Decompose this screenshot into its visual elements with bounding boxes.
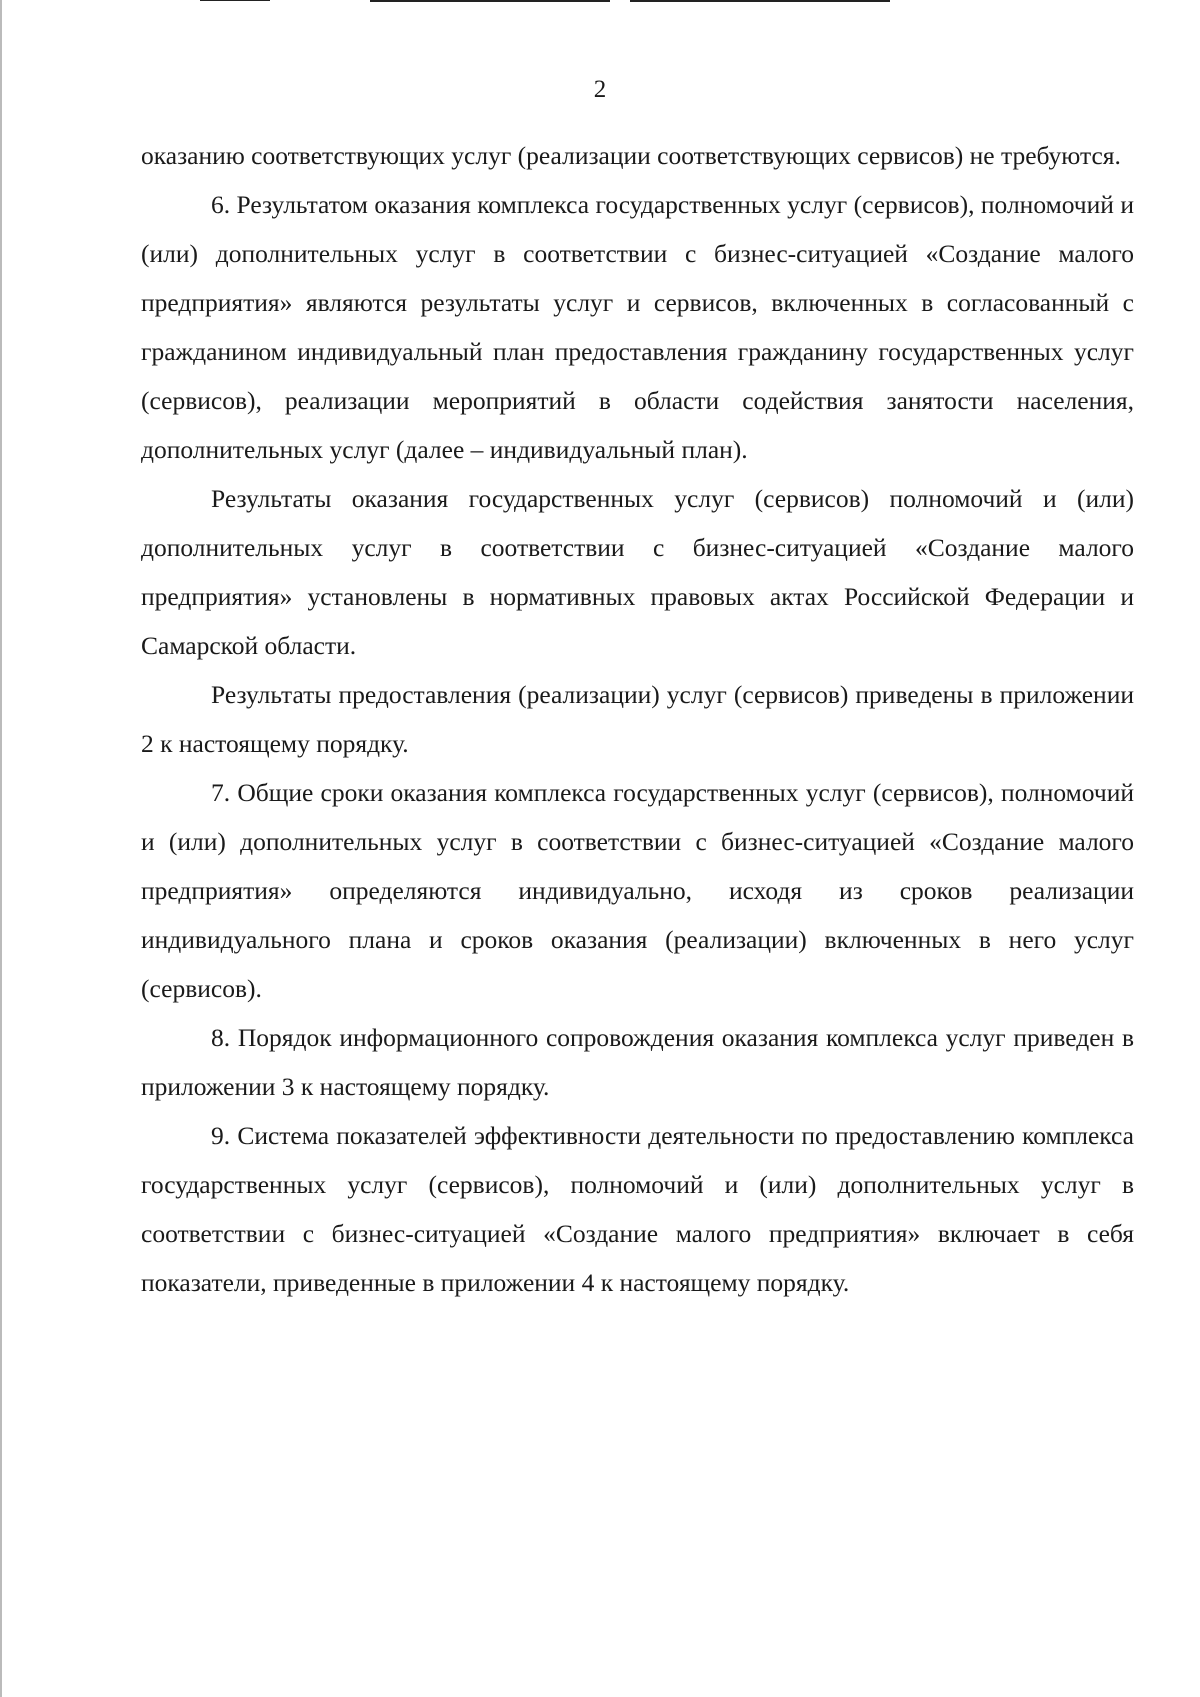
paragraph: оказанию соответствующих услуг (реализации соответствующих сервисов) не требуются. xyxy=(141,141,1121,170)
paragraph: 6. Результатом оказания комплекса государственных услуг (сервисов), полномочий и (или) дополнительных услуг в соответствии с бизнес-ситуацией «Создание малого предприятия» являются результаты услуг и сервисов, включенных в согласованный с гражданином индивидуальный план предоставления гражданину государственных услуг (сервисов), реализации мероприятий в области содействия занятости населения, дополнительных услуг (далее – индивидуальный план). xyxy=(141,190,1134,464)
paragraph: 9. Система показателей эффективности деятельности по предоставлению комплекса государственных услуг (сервисов), полномочий и (или) дополнительных услуг в соответствии с бизнес-ситуацией «Создание малого предприятия» включает в себя показатели, приведенные в приложении 4 к настоящему порядку. xyxy=(141,1121,1134,1297)
scan-top-line xyxy=(370,0,610,2)
paragraph: 8. Порядок информационного сопровождения оказания комплекса услуг приведен в приложении 3 к настоящему порядку. xyxy=(141,1023,1134,1101)
scan-top-line xyxy=(200,0,270,1)
scan-top-line xyxy=(630,0,890,2)
scan-left-edge xyxy=(0,0,2,1697)
document-body xyxy=(141,131,1134,1307)
page-number: 2 xyxy=(593,76,607,103)
paragraph: 7. Общие сроки оказания комплекса государственных услуг (сервисов), полномочий и (или) дополнительных услуг в соответствии с бизнес-ситуацией «Создание малого предприятия» определяются индивидуально, исходя из сроков реализации индивидуального плана и сроков оказания (реализации) включенных в него услуг (сервисов). xyxy=(141,778,1134,1003)
paragraph: Результаты предоставления (реализации) услуг (сервисов) приведены в приложении 2 к настоящему порядку. xyxy=(141,680,1134,758)
paragraph: Результаты оказания государственных услуг (сервисов) полномочий и (или) дополнительных услуг в соответствии с бизнес-ситуацией «Создание малого предприятия» установлены в нормативных правовых актах Российской Федерации и Самарской области. xyxy=(141,484,1134,660)
